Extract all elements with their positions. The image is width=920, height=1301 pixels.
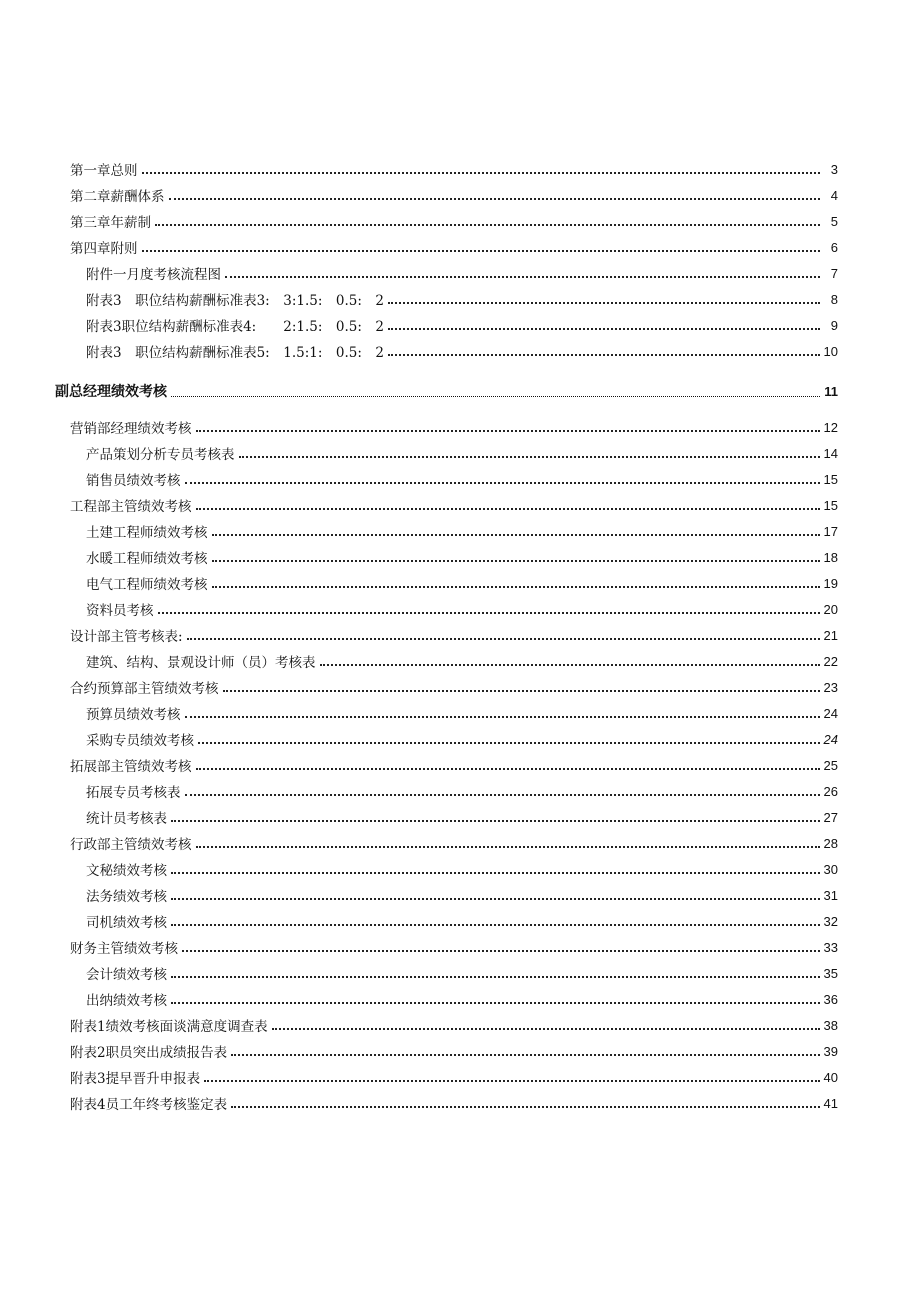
toc-entry-title: 预算员绩效考核 [86, 707, 181, 723]
toc-entry-page: 40 [823, 1069, 838, 1085]
toc-entry-page: 31 [823, 887, 838, 903]
toc-entry-title: 附表1绩效考核面谈满意度调查表 [70, 1019, 268, 1035]
toc-entry-title: 资料员考核 [86, 603, 154, 619]
toc-leader-dots [212, 508, 820, 536]
toc-entry-title: 第三章年薪制 [70, 215, 151, 231]
toc-leader-dots [388, 302, 820, 330]
toc-entry-title: 工程部主管绩效考核 [70, 499, 192, 515]
toc-entry-page: 19 [823, 575, 838, 591]
toc-leader-dots [388, 276, 820, 304]
toc-entry-page: 10 [823, 343, 838, 359]
toc-entry-page: 24 [823, 731, 838, 747]
toc-entry-page: 30 [823, 861, 838, 877]
toc-entry-page: 38 [823, 1017, 838, 1033]
toc-entry-page: 12 [823, 419, 838, 435]
toc-leader-dots [171, 370, 820, 397]
toc-leader-dots [169, 172, 821, 200]
toc-leader-dots [196, 404, 820, 432]
toc-leader-dots [185, 456, 820, 484]
toc-entry-title: 出纳绩效考核 [86, 993, 167, 1009]
toc-entry-title: 第一章总则 [70, 163, 138, 179]
toc-entry-page: 39 [823, 1043, 838, 1059]
toc-entry-page: 36 [823, 991, 838, 1007]
toc-leader-dots [196, 820, 820, 848]
toc-entry-title: 附表3提早晋升申报表 [70, 1071, 201, 1087]
toc-entry-title: 产品策划分析专员考核表 [86, 447, 235, 463]
toc-entry-page: 4 [830, 187, 838, 203]
toc-entry-title: 财务主管绩效考核 [70, 941, 178, 957]
toc-entry-page: 15 [823, 497, 838, 513]
toc-leader-dots [171, 846, 820, 874]
toc-leader-dots [196, 482, 820, 510]
toc-entry-title: 拓展部主管绩效考核 [70, 759, 192, 775]
toc-entry-page: 27 [823, 809, 838, 825]
toc-entry-title: 司机绩效考核 [86, 915, 167, 931]
toc-entry-page: 26 [823, 783, 838, 799]
toc-entry-page: 5 [830, 213, 838, 229]
toc-entry-title: 合约预算部主管绩效考核 [70, 681, 219, 697]
toc-entry-title: 采购专员绩效考核 [86, 733, 194, 749]
toc-entry-title: 副总经理绩效考核 [55, 383, 167, 399]
toc-section-heading[interactable] [55, 378, 838, 404]
toc-entry-page: 20 [823, 601, 838, 617]
toc-entry-page: 11 [824, 383, 838, 399]
toc-leader-dots [171, 872, 820, 900]
toc-entry-title: 建筑、结构、景观设计师（员）考核表 [86, 655, 316, 671]
toc-leader-dots [187, 612, 820, 640]
toc-entry-page: 9 [830, 317, 838, 333]
toc-entry-page: 14 [823, 445, 838, 461]
toc-leader-dots [388, 328, 820, 356]
toc-entry-page: 8 [830, 291, 838, 307]
toc-entry-title: 统计员考核表 [86, 811, 167, 827]
toc-leader-dots [198, 716, 820, 744]
toc-leader-dots [223, 664, 820, 692]
toc-entry-title: 附表3职位结构薪酬标准表4: 2:1.5: 0.5: 2 [86, 319, 384, 335]
toc-entry-title: 法务绩效考核 [86, 889, 167, 905]
toc-leader-dots [196, 742, 820, 770]
toc-leader-dots [171, 950, 820, 978]
toc-entry-title: 第四章附则 [70, 241, 138, 257]
toc-entry-title: 附表2职员突出成绩报告表 [70, 1045, 228, 1061]
toc-leader-dots [231, 1028, 819, 1056]
toc-leader-dots [171, 794, 820, 822]
toc-leader-dots [225, 250, 820, 278]
toc-entry-title: 设计部主管考核表: [70, 629, 183, 645]
toc-leader-dots [155, 198, 820, 226]
toc-entry-title: 附表3 职位结构薪酬标准表3: 3:1.5: 0.5: 2 [86, 293, 384, 309]
toc-entry-page: 32 [823, 913, 838, 929]
toc-entry-page: 41 [823, 1095, 838, 1111]
toc-entry-page: 28 [823, 835, 838, 851]
toc-entry-title: 电气工程师绩效考核 [86, 577, 208, 593]
toc-entry-page: 22 [823, 653, 838, 669]
toc-leader-dots [142, 224, 821, 252]
toc-leader-dots [158, 586, 820, 614]
toc-leader-dots [185, 768, 820, 796]
toc-leader-dots [212, 534, 820, 562]
toc-leader-dots [142, 146, 821, 174]
toc-leader-dots [171, 976, 820, 1004]
toc-entry-title: 文秘绩效考核 [86, 863, 167, 879]
toc-entry-title: 营销部经理绩效考核 [70, 421, 192, 437]
toc-entry-title: 土建工程师绩效考核 [86, 525, 208, 541]
toc-entry-page: 6 [830, 239, 838, 255]
toc-entry-page: 18 [823, 549, 838, 565]
toc-leader-dots [212, 560, 820, 588]
toc-leader-dots [239, 430, 820, 458]
toc-entry-page: 7 [830, 265, 838, 281]
toc-entry-page: 15 [823, 471, 838, 487]
toc-entry-title: 销售员绩效考核 [86, 473, 181, 489]
toc-entry-title: 附件一月度考核流程图 [86, 267, 221, 283]
toc-leader-dots [185, 690, 820, 718]
toc-entry[interactable] [70, 1090, 838, 1116]
toc-entry-page: 23 [823, 679, 838, 695]
toc-entry-title: 水暖工程师绩效考核 [86, 551, 208, 567]
toc-entry-title: 拓展专员考核表 [86, 785, 181, 801]
toc-entry-page: 17 [823, 523, 838, 539]
toc-leader-dots [320, 638, 820, 666]
toc-entry-title: 会计绩效考核 [86, 967, 167, 983]
toc-entry-page: 25 [823, 757, 838, 773]
toc-entry-page: 21 [823, 627, 838, 643]
toc-entry-page: 33 [823, 939, 838, 955]
toc-leader-dots [272, 1002, 820, 1030]
toc-entry-page: 3 [830, 161, 838, 177]
toc-leader-dots [231, 1080, 819, 1108]
toc-entry-title: 附表4员工年终考核鉴定表 [70, 1097, 228, 1113]
toc-entry-title: 第二章薪酬体系 [70, 189, 165, 205]
toc-leader-dots [182, 924, 820, 952]
toc-leader-dots [204, 1054, 819, 1082]
toc-entry-title: 行政部主管绩效考核 [70, 837, 192, 853]
toc-leader-dots [171, 898, 820, 926]
toc-entry[interactable] [86, 338, 838, 364]
toc-entry-page: 35 [823, 965, 838, 981]
toc-entry-title: 附表3 职位结构薪酬标准表5: 1.5:1: 0.5: 2 [86, 345, 384, 361]
toc-entry-page: 24 [823, 705, 838, 721]
